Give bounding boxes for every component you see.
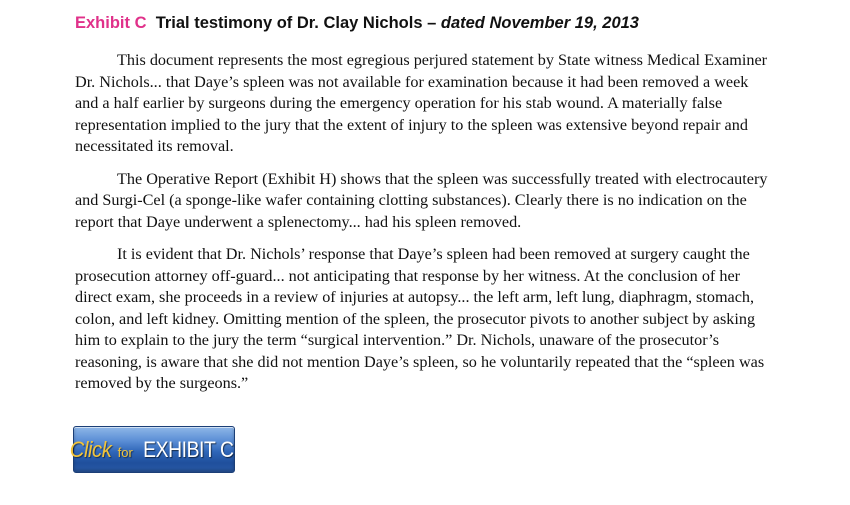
button-target-label: EXHIBIT C — [142, 436, 234, 462]
exhibit-label: Exhibit C — [75, 14, 147, 32]
heading-date: dated November 19, 2013 — [440, 14, 639, 32]
button-click-label: Click — [70, 436, 112, 462]
paragraph-1: This document represents the most egregious perjured statement by State witness Medical Examiner Dr. Nichols... that Daye’s spleen was not available for examination because it had been removed a week and a half earlier by surgeons during the emergency operation for his stab wound. A materially false representation implied to the jury that the extent of injury to the spleen was extensive beyond repair and necessitated its removal. — [75, 51, 768, 155]
click-for-exhibit-c-button[interactable] — [70, 426, 235, 473]
page-heading — [75, 14, 639, 33]
button-for-label: for — [117, 445, 133, 460]
paragraph-3: It is evident that Dr. Nichols’ response that Daye’s spleen had been removed at surgery caught the prosecution attorney off-guard... not anticipating that response by her witness. At the conclusion of her direct exam, she proceeds in a review of injuries at autopsy... the left arm, left lung, diaphragm, stomach, colon, and left kidney. Omitting mention of the spleen, the prosecutor pivots to another subject by asking him to explain to the jury the term “surgical intervention.” Dr. Nichols, unaware of the prosecutor’s reasoning, is aware that she did not mention Daye’s spleen, so he voluntarily repeated that the “spleen was removed by the surgeons.” — [75, 245, 765, 392]
heading-title: Trial testimony of Dr. Clay Nichols – — [155, 14, 437, 32]
paragraph-2: The Operative Report (Exhibit H) shows that the spleen was successfully treated with electrocautery and Surgi-Cel (a sponge-like wafer containing clotting substances). Clearly there is no indication on the report that Daye underwent a splenectomy... had his spleen removed. — [75, 169, 768, 231]
document-body — [75, 50, 775, 406]
